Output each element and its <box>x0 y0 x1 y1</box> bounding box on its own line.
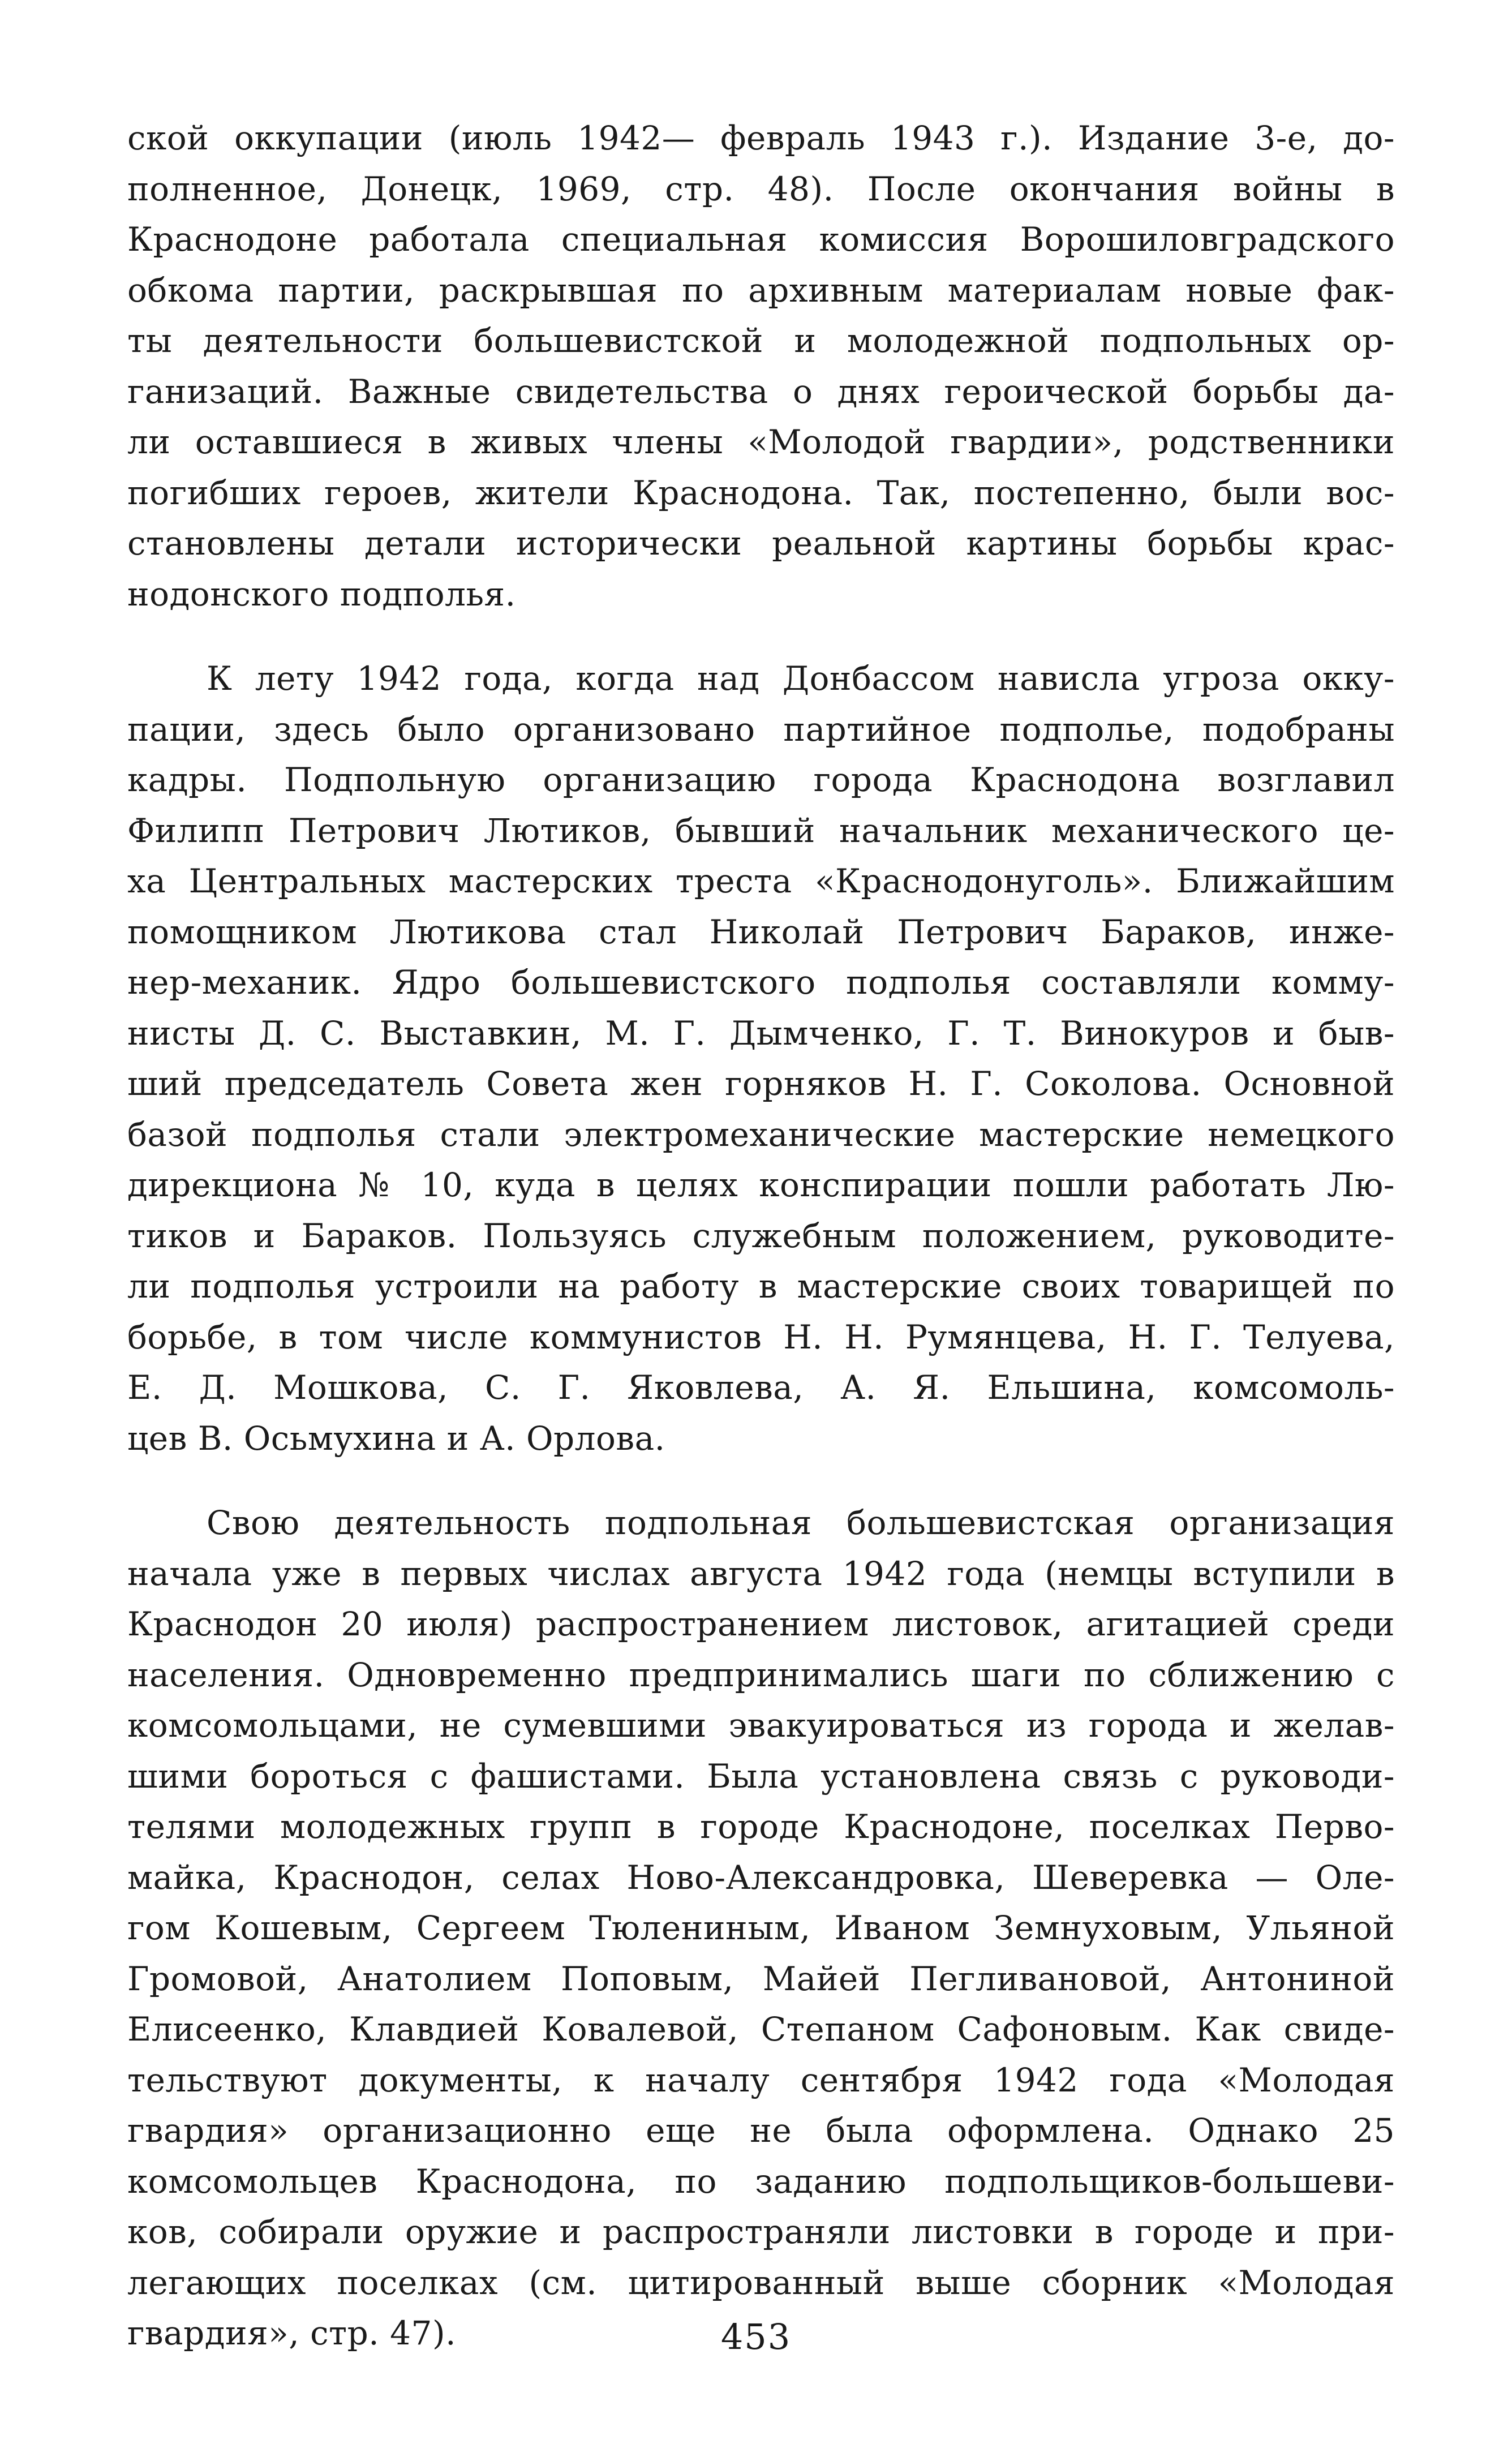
text-line: К лету 1942 года, когда над Донбассом нависла угроза окку- <box>207 659 1395 698</box>
text-line: нисты Д. С. Выставкин, М. Г. Дымченко, Г. Т. Винокуров и быв- <box>127 1013 1395 1053</box>
text-line: ты деятельности большевистской и молодежной подпольных ор- <box>127 321 1395 360</box>
text-line: населения. Одновременно предпринимались шаги по сближению с <box>127 1655 1395 1694</box>
text-line: кадры. Подпольную организацию города Краснодона возглавил <box>127 761 1395 799</box>
text-line: помощником Лютикова стал Николай Петрович Бараков, инже- <box>127 912 1395 951</box>
text-line: комсомольцев Краснодона, по заданию подпольщиков-большеви- <box>127 2162 1395 2201</box>
text-line: тельствуют документы, к началу сентября 1942 года «Молодая <box>127 2060 1395 2099</box>
text-line: телями молодежных групп в городе Краснодоне, поселках Перво- <box>127 1807 1395 1846</box>
text-line: становлены детали исторически реальной картины борьбы крас- <box>127 524 1395 562</box>
text-line: полненное, Донецк, 1969, стр. 48). После окончания войны в <box>127 169 1395 208</box>
text-line: обкома партии, раскрывшая по архивным материалам новые фак- <box>127 270 1395 310</box>
text-line: ганизаций. Важные свидетельства о днях героической борьбы да- <box>127 372 1395 411</box>
text-line: Краснодон 20 июля) распространением листовок, агитацией среди <box>127 1605 1395 1643</box>
text-line: майка, Краснодон, селах Ново-Александровка, Шеверевка — Оле- <box>127 1858 1395 1897</box>
text-line: ков, собирали оружие и распространяли листовки в городе и при- <box>127 2213 1395 2251</box>
text-line: погибших героев, жители Краснодона. Так, постепенно, были вос- <box>127 473 1395 512</box>
text-line: пации, здесь было организовано партийное подполье, подобраны <box>127 710 1395 749</box>
page-number: 453 <box>720 2316 792 2357</box>
text-line: гом Кошевым, Сергеем Тюлениным, Иваном Земнуховым, Ульяной <box>127 1909 1395 1947</box>
text-line: нодонского подполья. <box>127 574 516 613</box>
text-line: нер-механик. Ядро большевистского подполья составляли комму- <box>127 963 1395 1002</box>
text-line: Свою деятельность подпольная большевистская организация <box>207 1504 1395 1542</box>
text-line: ли подполья устроили на работу в мастерские своих товарищей по <box>127 1267 1395 1305</box>
text-line: ший председатель Совета жен горняков Н. Г. Соколова. Основной <box>127 1064 1395 1103</box>
text-line: тиков и Бараков. Пользуясь служебным положением, руководите- <box>127 1216 1395 1255</box>
document-page <box>127 113 1395 2359</box>
text-line: комсомольцами, не сумевшими эвакуироваться из города и желав- <box>127 1706 1395 1745</box>
text-line: Громовой, Анатолием Поповым, Майей Пегливановой, Антониной <box>127 1959 1395 1998</box>
text-line: базой подполья стали электромеханические мастерские немецкого <box>127 1115 1395 1154</box>
text-line: ли оставшиеся в живых члены «Молодой гвардии», родственники <box>127 423 1395 461</box>
paragraph-1 <box>127 113 1395 620</box>
text-line: цев В. Осьмухина и А. Орлова. <box>127 1419 665 1458</box>
text-line: Е. Д. Мошкова, С. Г. Яковлева, А. Я. Ельшина, комсомоль- <box>127 1368 1395 1407</box>
text-line: Краснодоне работала специальная комиссия Ворошиловградского <box>127 220 1395 259</box>
text-line: гвардия» организационно еще не была оформлена. Однако 25 <box>127 2111 1395 2150</box>
text-line: легающих поселках (см. цитированный выше сборник «Молодая <box>127 2263 1395 2302</box>
paragraph-2 <box>127 654 1395 1464</box>
text-line: Филипп Петрович Лютиков, бывший начальник механического це- <box>127 811 1395 850</box>
text-line: шими бороться с фашистами. Была установлена связь с руководи- <box>127 1756 1395 1795</box>
text-line: борьбе, в том числе коммунистов Н. Н. Румянцева, Н. Г. Телуева, <box>127 1317 1395 1356</box>
text-line: гвардия», стр. 47). <box>127 2314 457 2352</box>
text-line: дирекциона № 10, куда в целях конспирации пошли работать Лю- <box>127 1166 1395 1204</box>
text-line: ха Центральных мастерских треста «Краснодонуголь». Ближайшим <box>127 862 1395 900</box>
text-line: Елисеенко, Клавдией Ковалевой, Степаном Сафоновым. Как свиде- <box>127 2010 1395 2048</box>
text-line: начала уже в первых числах августа 1942 года (немцы вступили в <box>127 1554 1395 1593</box>
paragraph-3 <box>127 1498 1395 2359</box>
text-line: ской оккупации (июль 1942— февраль 1943 г.). Издание 3-е, до- <box>127 119 1395 157</box>
